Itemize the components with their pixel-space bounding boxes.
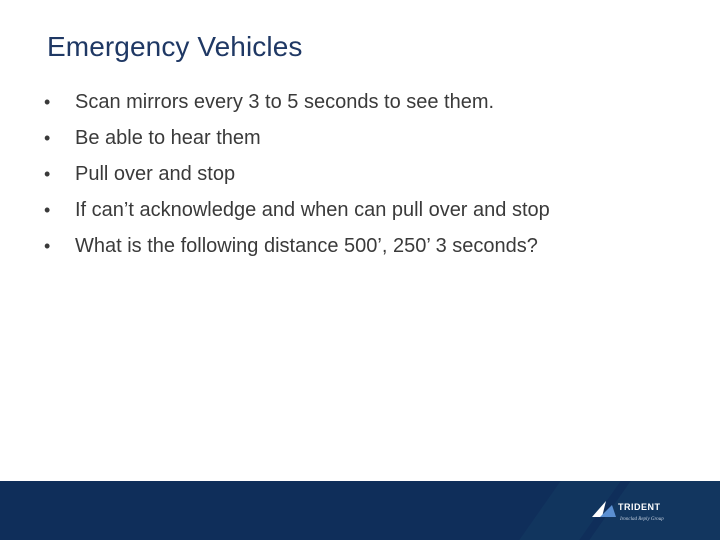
slide-title: Emergency Vehicles bbox=[47, 31, 303, 62]
bullet-icon: • bbox=[44, 164, 51, 184]
bullet-icon: • bbox=[44, 200, 51, 220]
logo-tagline: Ironclad Reply Group bbox=[620, 517, 664, 522]
logo-name: TRIDENT bbox=[618, 502, 661, 512]
list-item bbox=[44, 199, 550, 235]
list-item bbox=[44, 163, 550, 199]
bullet-text: If can’t acknowledge and when can pull over and stop bbox=[75, 199, 550, 221]
bullet-text: Pull over and stop bbox=[75, 163, 236, 185]
bullet-text: What is the following distance 500’, 250’ 3 seconds? bbox=[75, 235, 538, 257]
list-item bbox=[44, 235, 550, 271]
trident-logo bbox=[592, 497, 672, 527]
list-item bbox=[44, 91, 550, 127]
bullet-icon: • bbox=[44, 236, 51, 256]
bullet-text: Be able to hear them bbox=[75, 127, 261, 149]
list-item bbox=[44, 127, 550, 163]
bullet-icon: • bbox=[44, 92, 51, 112]
bullet-icon: • bbox=[44, 128, 51, 148]
trident-logo-icon bbox=[592, 499, 616, 519]
bullet-list bbox=[44, 91, 550, 271]
bullet-text: Scan mirrors every 3 to 5 seconds to see them. bbox=[75, 91, 495, 113]
